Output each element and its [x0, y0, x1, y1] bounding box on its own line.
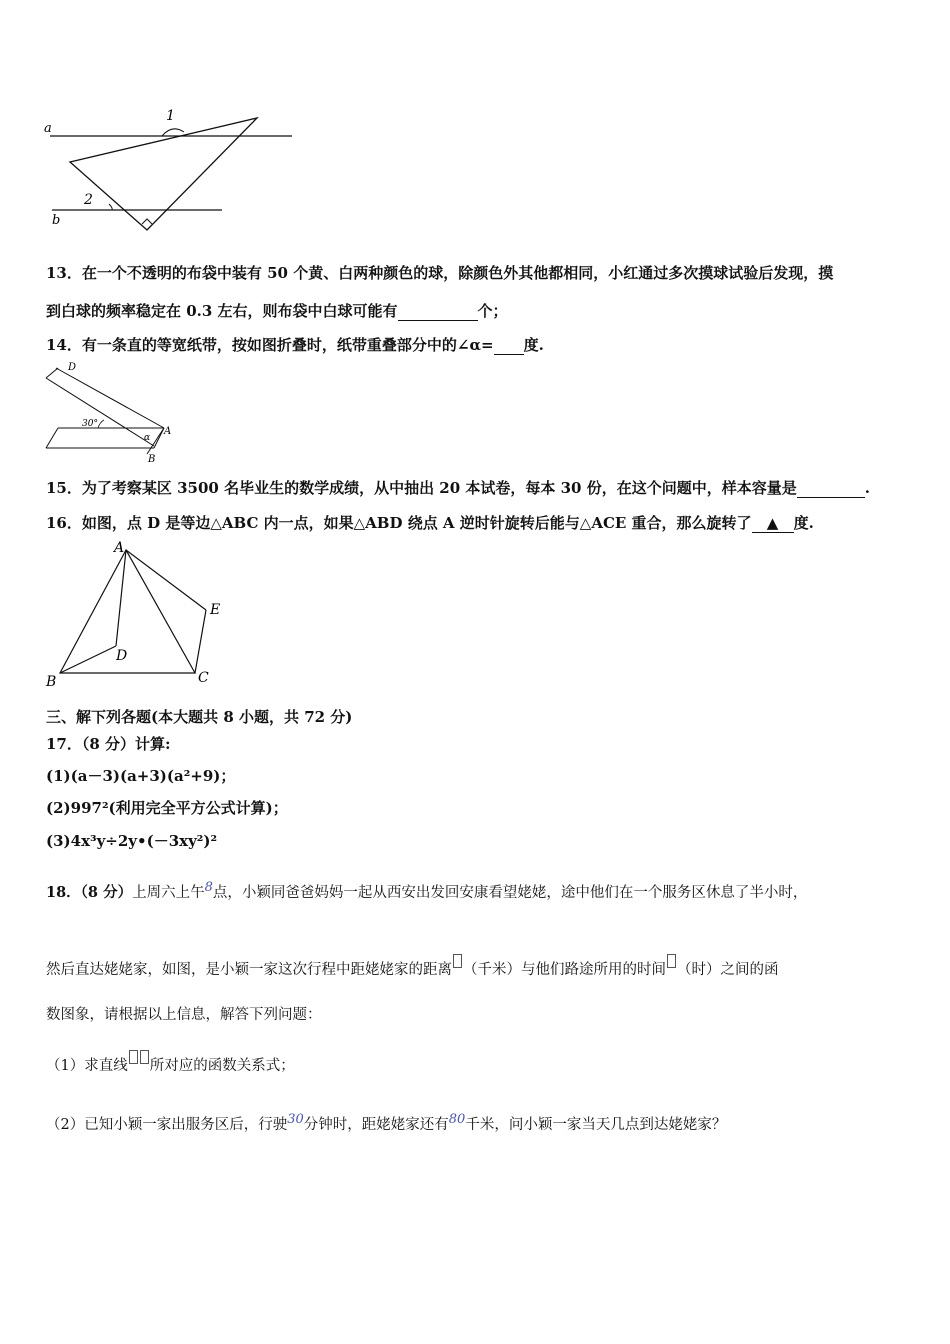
segment-BD [60, 646, 116, 673]
answer-blank-13[interactable] [398, 302, 478, 321]
question-18-line1 [46, 880, 807, 902]
strip-edge-lower [46, 368, 58, 378]
label-C: C [198, 670, 209, 686]
label-D: D [116, 648, 128, 664]
q18-s1b: 所对应的函数关系式； [149, 1058, 295, 1074]
question-17-part1: (1)(a－3)(a+3)(a²+9)； [46, 767, 236, 785]
question-16 [46, 512, 814, 533]
question-14 [46, 334, 544, 355]
symbol-y-placeholder [453, 954, 462, 968]
answer-blank-15[interactable] [797, 479, 865, 498]
segment-CE [195, 610, 206, 673]
question-18-sub1 [46, 1050, 295, 1075]
section-3-title: 三、解下列各题(本大题共 8 小题，共 72 分) [46, 708, 353, 726]
number-8: 8 [204, 880, 213, 895]
label-2: 2 [84, 192, 93, 208]
symbol-line-placeholder-1 [129, 1050, 138, 1064]
label-30: 30° [82, 419, 98, 429]
question-13-line2 [46, 300, 508, 321]
question-15-end: . [864, 479, 870, 497]
figure-parallel-lines-triangle [40, 100, 310, 235]
question-18-sub2 [46, 1112, 726, 1134]
label-b: b [52, 213, 61, 228]
q18-s2a: （2）已知小颖一家出服务区后，行驶 [46, 1117, 288, 1133]
label-a: a [44, 121, 52, 136]
q18-l2c: （时）之间的函 [677, 962, 779, 978]
figure-folded-strip [42, 362, 182, 464]
question-13-text: 到白球的频率稳定在 0.3 左右，则布袋中白球可能有 [46, 302, 398, 320]
label-B: B [46, 674, 57, 688]
question-17-title: 17．（8 分）计算: [46, 735, 171, 753]
question-15 [46, 477, 870, 498]
strip-diag [46, 378, 154, 446]
question-17-part2: (2)997²(利用完全平方公式计算)； [46, 799, 288, 817]
answer-blank-16[interactable] [752, 514, 794, 533]
label-alpha: α [144, 433, 151, 443]
answer-blank-14[interactable] [494, 336, 524, 355]
question-15-text: 15．为了考察某区 3500 名毕业生的数学成绩，从中抽出 20 本试卷，每本 30 份，在这个问题中，样本容量是 [46, 479, 797, 497]
q18-s2c: 千米，问小颖一家当天几点到达姥姥家？ [465, 1117, 727, 1133]
question-16-text: 16．如图，点 D 是等边△ABC 内一点，如果△ABD 绕点 A 逆时针旋转后能与△ACE 重合，那么旋转了 [46, 514, 752, 532]
label-A: A [114, 540, 125, 556]
question-18-head: 18．（8 分） [46, 884, 133, 901]
segment-AE [126, 550, 206, 610]
number-30: 30 [287, 1112, 304, 1127]
q18-l1b: 点，小颖同爸爸妈妈一起从西安出发回安康看望姥姥，途中他们在一个服务区休息了半小时， [212, 885, 808, 901]
question-14-text: 14．有一条直的等宽纸带，按如图折叠时，纸带重叠部分中的∠α= [46, 336, 494, 354]
right-angle-mark [142, 219, 152, 224]
q18-s1a: （1）求直线 [46, 1058, 128, 1074]
q18-s2b: 分钟时，距姥姥家还有 [303, 1117, 449, 1133]
figure-triangle-rotation [40, 538, 240, 688]
question-13-line1: 13．在一个不透明的布袋中装有 50 个黄、白两种颜色的球，除颜色外其他都相同，小红通过多次摸球试验后发现，摸 [46, 264, 834, 282]
question-14-end: 度. [523, 336, 544, 354]
strip-right-end [154, 428, 164, 448]
number-80: 80 [448, 1112, 466, 1127]
label-D: D [68, 362, 77, 373]
question-17-part3: (3)4x³y÷2y•(－3xy²)² [46, 832, 218, 850]
question-18-line2 [46, 954, 779, 979]
strip-edge-top [56, 368, 164, 428]
label-1: 1 [166, 108, 175, 124]
blank-marker: ▲ [766, 514, 779, 532]
symbol-line-placeholder-2 [140, 1050, 149, 1064]
label-E: E [210, 602, 221, 618]
strip-left-end [46, 428, 58, 448]
angle-1-arc [162, 129, 184, 136]
label-B: B [148, 454, 156, 464]
symbol-x-placeholder [667, 954, 676, 968]
question-16-end: 度. [793, 514, 814, 532]
q18-l2a: 然后直达姥姥家，如图，是小颖一家这次行程中距姥姥家的距离 [46, 962, 452, 978]
segment-AD [116, 550, 126, 646]
triangle-ABC [60, 550, 195, 673]
label-A: A [164, 426, 172, 437]
question-18-line3: 数图象，请根据以上信息，解答下列问题： [46, 1007, 322, 1023]
angle-30-arc [98, 420, 104, 428]
angle-2-arc [109, 204, 112, 210]
q18-l2b: （千米）与他们路途所用的时间 [463, 962, 666, 978]
question-13-end: 个； [477, 302, 508, 320]
q18-l1a: 上周六上午 [132, 885, 205, 901]
